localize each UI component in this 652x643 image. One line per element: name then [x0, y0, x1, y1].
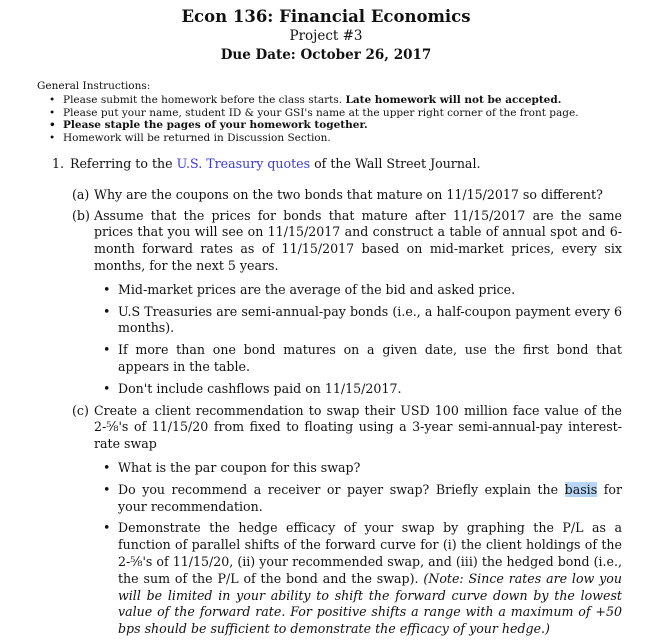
late-warning: Late homework will not be accepted. [345, 94, 562, 107]
part-c [52, 403, 622, 638]
list-item: • What is the par coupon for this swap? [94, 460, 622, 477]
part-label: (b) [72, 207, 90, 223]
instruction-item: • Please put your name, student ID & your GSI's name at the upper right corner of the front page. [37, 107, 637, 119]
part-label: (c) [72, 402, 89, 418]
question-number: 1. [52, 156, 65, 171]
part-label: (a) [72, 186, 90, 202]
list-item: • Demonstrate the hedge efficacy of your swap by graphing the P/L as a function of parallel shifts of the forward curve for (i) the client holdings of the 2-⁵⁄₈'s of 11/15/20, (ii) your recommended swap, and (iii) the hedged bond (i.e., the sum of the P/L of the bond and the swap). (Note: Since rates are low you will be limited in your ability to shift the forward curve down by the lowest value of the forward rate. For positive shifts a range with a maximum of +50 bps should be sufficient to demonstrate the efficacy of your hedge.) [94, 520, 622, 638]
document-header [0, 6, 652, 65]
list-item: • U.S Treasuries are semi-annual-pay bonds (i.e., a half-coupon payment every 6 months). [94, 304, 622, 338]
list-item: • Don't include cashflows paid on 11/15/2017. [94, 381, 622, 398]
question-section [52, 156, 622, 643]
list-item: • Mid-market prices are the average of the bid and asked price. [94, 282, 622, 299]
instruction-item: • Please staple the pages of your homework together. [37, 119, 637, 131]
part-b [52, 208, 622, 398]
general-instructions [37, 80, 637, 144]
project-number: Project #3 [289, 28, 363, 44]
due-date: Due Date: October 26, 2017 [220, 47, 432, 63]
instruction-item: • Homework will be returned in Discussion Section. [37, 132, 637, 144]
treasury-quotes-link[interactable]: U.S. Treasury quotes [176, 156, 311, 171]
instructions-list [37, 94, 637, 144]
note-text: (Note: Since rates are low you will be limited in your ability to shift the forward curve down by the lowest value of the forward rate. For positive shifts a range with a maximum of +50 bps should be sufficient to demonstrate the efficacy of your hedge.) [118, 570, 622, 637]
part-a [52, 187, 622, 204]
part-c-bullets [94, 460, 622, 638]
question-1: 1. Referring to the U.S. Treasury quotes of the Wall Street Journal. [52, 156, 481, 171]
part-b-bullets [94, 282, 622, 398]
list-item: • Do you recommend a receiver or payer swap? Briefly explain the basis for your recommendation. [94, 482, 622, 516]
page-title: Econ 136: Financial Economics [181, 7, 471, 26]
instruction-item: • Please submit the homework before the class starts. Late homework will not be accepted. [37, 94, 637, 106]
part-c-text: Create a client recommendation to swap their USD 100 million face value of the 2-⁵⁄₈'s of 11/15/20 from fixed to floating using a 3-year semi-annual-pay interest-rate swap [94, 402, 622, 452]
highlighted-word[interactable]: basis [564, 481, 598, 497]
part-a-text: Why are the coupons on the two bonds that mature on 11/15/2017 so different? [94, 186, 603, 202]
list-item: • If more than one bond matures on a given date, use the first bond that appears in the table. [94, 342, 622, 376]
part-b-text: Assume that the prices for bonds that mature after 11/15/2017 are the same prices that you will see on 11/15/2017 and construct a table of annual spot and 6-month forward rates as of 11/15/2017 based on mid-market prices, every six months, for the next 5 years. [94, 207, 622, 273]
instructions-heading: General Instructions: [37, 80, 151, 92]
